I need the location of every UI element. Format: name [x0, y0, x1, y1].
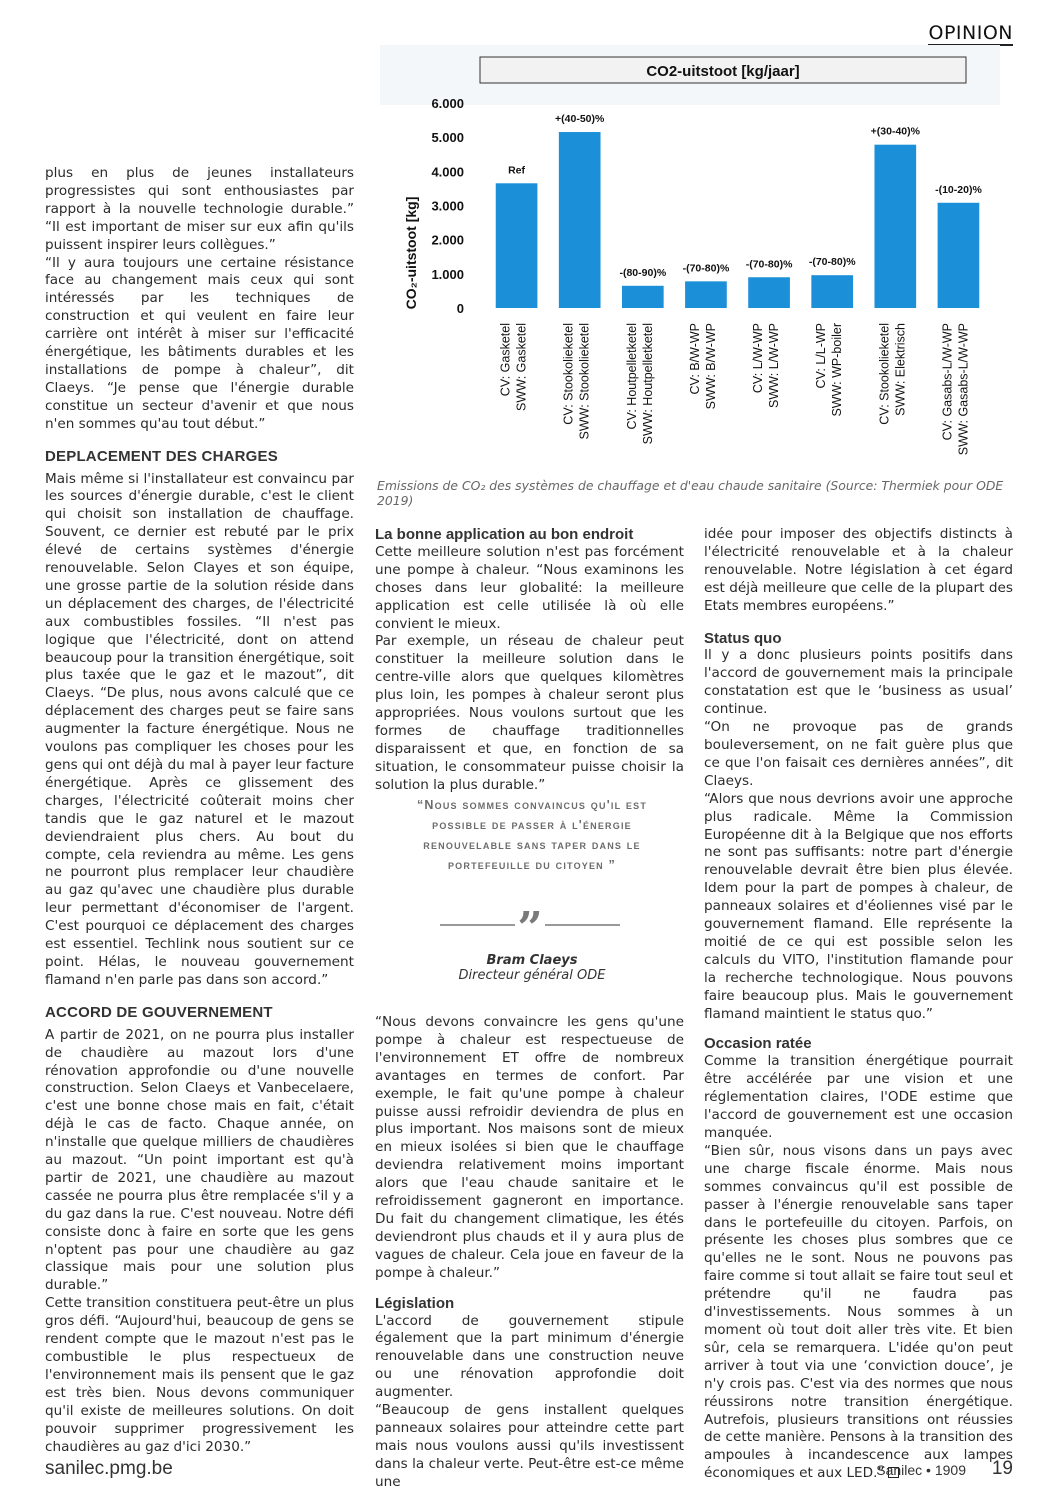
y-tick-label: 1.000 [431, 266, 464, 282]
bar-data-label: Ref [508, 164, 526, 177]
paragraph: “On ne provoque pas de grands bouleversement, on ne fait guère plus que ce que l'on faisait ces dernières années”, dit Claeys. [704, 719, 1013, 789]
bar [811, 275, 853, 308]
x-tick-label: SWW: Houtpelletketel [640, 323, 655, 445]
x-tick-label: CV: Stookolieketel [877, 323, 892, 425]
x-tick-label: CV: B/W-WP [687, 323, 702, 395]
column-2-upper [375, 526, 684, 795]
bar-data-label: -(10-20)% [935, 183, 982, 196]
paragraph: Mais même si l'installateur est convaincu par les sources d'énergie durable, c'est le client qui choisit son installation de chauffage. Souvent, ce dernier est rebuté par le prix élevé de certains systèmes d'énergie renouvelable. Selon Clayes et son équipe, une grosse partie de la solution réside dans un déplacement des charges, de l'électricité aux combustibles fossiles. “Il n'est pas logique que l'électricité, dont on attend beaucoup pour la transition énergétique, soit plus taxée que le gaz et le mazout”, dit Claeys. “De plus, nous avons calculé que ce déplacement des charges peut se faire sans augmenter la facture énergétique. Nous ne voulons pas compliquer les choses pour les gens qui ont déjà du mal à payer leur facture énergétique. Après ce glissement des charges, l'électricité coûterait moins cher tandis que le gaz naturel et le mazout deviendraient plus chers. Au bout du compte, cela reviendra au même. Les gens ne pourront plus remplacer leur chaudière au gaz qu'avec une chaudière plus durable leur permettant d'économiser de l'argent. C'est pourquoi ce déplacement des charges est essentiel. Techlink nous soutient sur ce point. Hélas, le nouveau gouvernement flamand n'en parle pas dans son accord.” [45, 470, 354, 988]
x-tick-label: SWW: Gasketel [514, 323, 529, 411]
bar-data-label: -(70-80)% [808, 256, 856, 269]
bar-data-label: -(70-80)% [682, 262, 730, 275]
column-3 [704, 526, 1013, 1483]
paragraph: Par exemple, un réseau de chaleur peut constituer la meilleure solution dans le centre-ville alors que quelques kilomètres plus loin, les pompes à chaleur seront plus appropriées. Nous voulons surtout que les formes de chauffage traditionnelles disparaissent et que, en fonction de sa situation, le consommateur puisse choisir la solution la plus durable.” [375, 633, 684, 793]
x-tick-label: SWW: WP-boiler [830, 323, 845, 417]
x-tick-label: SWW: Stookolieketel [577, 323, 592, 440]
bar [496, 183, 538, 308]
x-tick-label: CV: L/W-WP [751, 323, 766, 394]
paragraph: “Nous devons convaincre les gens qu'une pompe à chaleur est respectueuse de l'environnement ET offre de nombreux avantages en termes de confort. Par exemple, le fait qu'une pompe à chaleur puisse aussi refroidir deviendra de plus en plus important. Nos maisons sont de mieux en mieux isolées si bien que le chauffage deviendra relativement moins important alors que l'eau chaude sanitaire et le refroidissement gagneront en importance. Du fait du changement climatique, les étés deviendront plus chauds et il y aura plus de vagues de chaleur. Cela joue en faveur de la pompe à chaleur.” [375, 1014, 684, 1281]
paragraph: Cette transition constituera peut-être un plus gros défi. “Aujourd'hui, beaucoup de gens se rendent compte que le mazout n'est pas le combustible le plus respectueux de l'environnement mais ils pensent que le gaz est très bien. Nous devons communiquer qu'il existe de meilleures solutions. On doit pouvoir supprimer progressivement les chaudières au gaz d'ici 2030.” [45, 1295, 354, 1455]
paragraph: “Il y aura toujours une certaine résistance face au changement mais ceux qui sont intéressés par les techniques de construction et qui veulent en faire leur carrière ont intérêt à miser sur l'efficacité énergétique, les bâtiments durables et les installations de pompe à chaleur”, dit Claeys. “Je pense que l'énergie durable constitue un secteur d'avenir et que nous n'en sommes qu'au tout début.” [45, 254, 354, 432]
heading-accord: ACCORD DE GOUVERNEMENT [45, 1003, 273, 1021]
section-label: OPINION [928, 22, 1013, 44]
y-tick-label: 2.000 [431, 232, 464, 248]
bar [559, 132, 601, 308]
x-tick-label: SWW: Gasabs-L/W-WP [956, 323, 971, 456]
paragraph: Comme la transition énergétique pourrait être accélérée par une vision et une réglementation claires, l'ODE estime que l'accord de gouvernement est une occasion manquée. [704, 1053, 1013, 1141]
quote-attribution [393, 953, 671, 983]
bar-data-label: +(30-40)% [870, 125, 920, 138]
bar-data-label: +(40-50)% [555, 113, 605, 126]
chart-svg [380, 45, 1000, 465]
x-tick-label: CV: Gasketel [498, 323, 513, 397]
bar-data-label: -(80-90)% [619, 266, 667, 279]
y-tick-label: 0 [456, 301, 464, 316]
paragraph: Cette meilleure solution n'est pas forcément une pompe à chaleur. “Nous examinons les choses dans leur globalité: la meilleure application est celle utilisée là où elle convient le mieux. [375, 543, 684, 632]
bar [938, 203, 980, 308]
quote-author-role: Directeur général ODE [458, 968, 606, 983]
y-tick-label: 4.000 [431, 164, 464, 180]
heading-bonne-application: La bonne application au bon endroit [375, 526, 634, 543]
heading-legislation: Législation [375, 1294, 455, 1312]
quote-mark-icon [440, 905, 620, 945]
y-axis-label: CO₂-uitstoot [kg] [403, 196, 419, 310]
column-1 [45, 165, 354, 1456]
heading-occasion-ratee: Occasion ratée [704, 1035, 812, 1053]
x-tick-label: CV: Houtpelletketel [624, 323, 639, 430]
bar-data-label: -(70-80)% [745, 258, 793, 271]
paragraph: Il y a donc plusieurs points positifs dans l'accord de gouvernement mais la principale constatation est que le ‘business as usual’ continue. [704, 647, 1013, 718]
co2-bar-chart [380, 45, 1000, 465]
x-tick-label: CV: Gasabs-L/W-WP [940, 323, 955, 441]
final-text: “Bien sûr, nous visons dans un pays avec une charge fiscale énorme. Mais nous sommes convaincus qu'il est possible de passer à l'énergie renouvelable sans taper dans le portefeuille du citoyen. Parfois, on présente les choses plus sombres que ce qu'elles ne le sont. Nous ne pouvons pas faire comme si tout allait se faire tout seul et prétendre qu'il ne faudra pas d'investissements. Nous sommes à un moment où tout doit aller très vite. Et bien sûr, cela se remarquera. L'idée qu'on peut arriver à tout via une ‘conviction douce’, je n'y crois pas. C'est via des normes que nous réussirons notre transition énergétique. Autrefois, plusieurs transitions ont réussies de cette manière. Pensons à la transition des ampoules à incandescence aux lampes économiques et aux LED.” [704, 1142, 1013, 1482]
bar [748, 277, 790, 308]
quote-author-name: Bram Claeys [486, 953, 578, 968]
x-tick-label: CV: Stookolieketel [561, 323, 576, 425]
footer-magazine: Sanilec • 1909 [876, 1462, 966, 1478]
x-tick-label: CV: L/L-WP [814, 323, 829, 389]
paragraph: “Beaucoup de gens installent quelques panneaux solaires pour atteindre cette part mais nous voulons aussi qu'ils investissent dans la chaleur verte. Peut-être est-ce même une [375, 1402, 684, 1490]
x-tick-label: SWW: Elektrisch [893, 323, 908, 416]
paragraph: “Alors que nous devrions avoir une approche plus radicale. Même la Commission Européenne dit à la Belgique que nos efforts ne sont pas suffisants: notre part d'énergie renouvelable devrait être bien plus élevée. Idem pour la part de pompes à chaleur, de panneaux solaires et d'éoliennes visé par le gouvernement flamand. Elle représente la moitié de ce qui est possible selon les calculs du VITO, l'institution flamande pour la recherche technologique. Nous pouvons faire beaucoup plus. Mais le gouvernement flamand maintient le status quo.” [704, 790, 1013, 1022]
paragraph: L'accord de gouvernement stipule également que la part minimum d'énergie renouvelable dans une construction neuve ou une rénovation approfondie doit augmenter. [375, 1312, 684, 1401]
bar [874, 145, 916, 308]
x-tick-label: SWW: B/W-WP [703, 323, 718, 410]
column-2-lower [375, 1014, 684, 1492]
y-tick-label: 3.000 [431, 198, 464, 214]
x-tick-label: SWW: L/W-WP [767, 323, 782, 408]
heading-status-quo: Status quo [704, 629, 782, 647]
bar [622, 286, 664, 308]
paragraph-final [704, 1143, 1013, 1483]
chart-title: CO2-uitstoot [kg/jaar] [646, 63, 800, 80]
pull-quote: “Nous sommes convaincus qu'il est possible de passer à l'énergie renouvelable sans taper dans le portefeuille du citoyen ” [416, 798, 648, 872]
paragraph: A partir de 2021, on ne pourra plus installer de chaudière au mazout lors d'une rénovation approfondie ou d'une nouvelle construction. Selon Claeys et Vanbecelaere, c'est une bonne chose mais en fait, c'était déjà le cas de facto. Chaque année, on n'installe que quelque milliers de chaudières au mazout. “Un point important est qu'à partir de 2021, une chaudière au mazout cassée ne pourra plus être remplacée s'il y a du gaz dans la rue. C'est nouveau. Notre défi consiste donc à faire en sorte que les gens n'optent pas pour une chaudière au gaz classique mais pour une solution plus durable.” [45, 1026, 354, 1294]
chart-caption: Emissions de CO₂ des systèmes de chauffage et d'eau chaude sanitaire (Source: Thermiek pour ODE 2019) [377, 478, 1004, 508]
svg-text:”: ” [517, 905, 543, 945]
paragraph: plus en plus de jeunes installateurs progressistes qui sont enthousiastes par rapport à la nouvelle technologie durable.” “Il est important de miser sur eux afin qu'ils puissent inspirer leurs collègues.” [45, 165, 354, 253]
heading-deplacement: DEPLACEMENT DES CHARGES [45, 447, 278, 465]
paragraph: idée pour imposer des objectifs distincts à l'électricité renouvelable et à la chaleur renouvelable. Notre législation à cet égard est déjà meilleure que celle de la plupart des Etats membres européens.” [704, 526, 1013, 614]
page-number: 19 [991, 1458, 1013, 1479]
y-tick-label: 5.000 [431, 130, 464, 146]
bar [685, 281, 727, 308]
footer-url-link[interactable]: sanilec.pmg.be [45, 1458, 173, 1479]
y-tick-label: 6.000 [431, 96, 464, 111]
